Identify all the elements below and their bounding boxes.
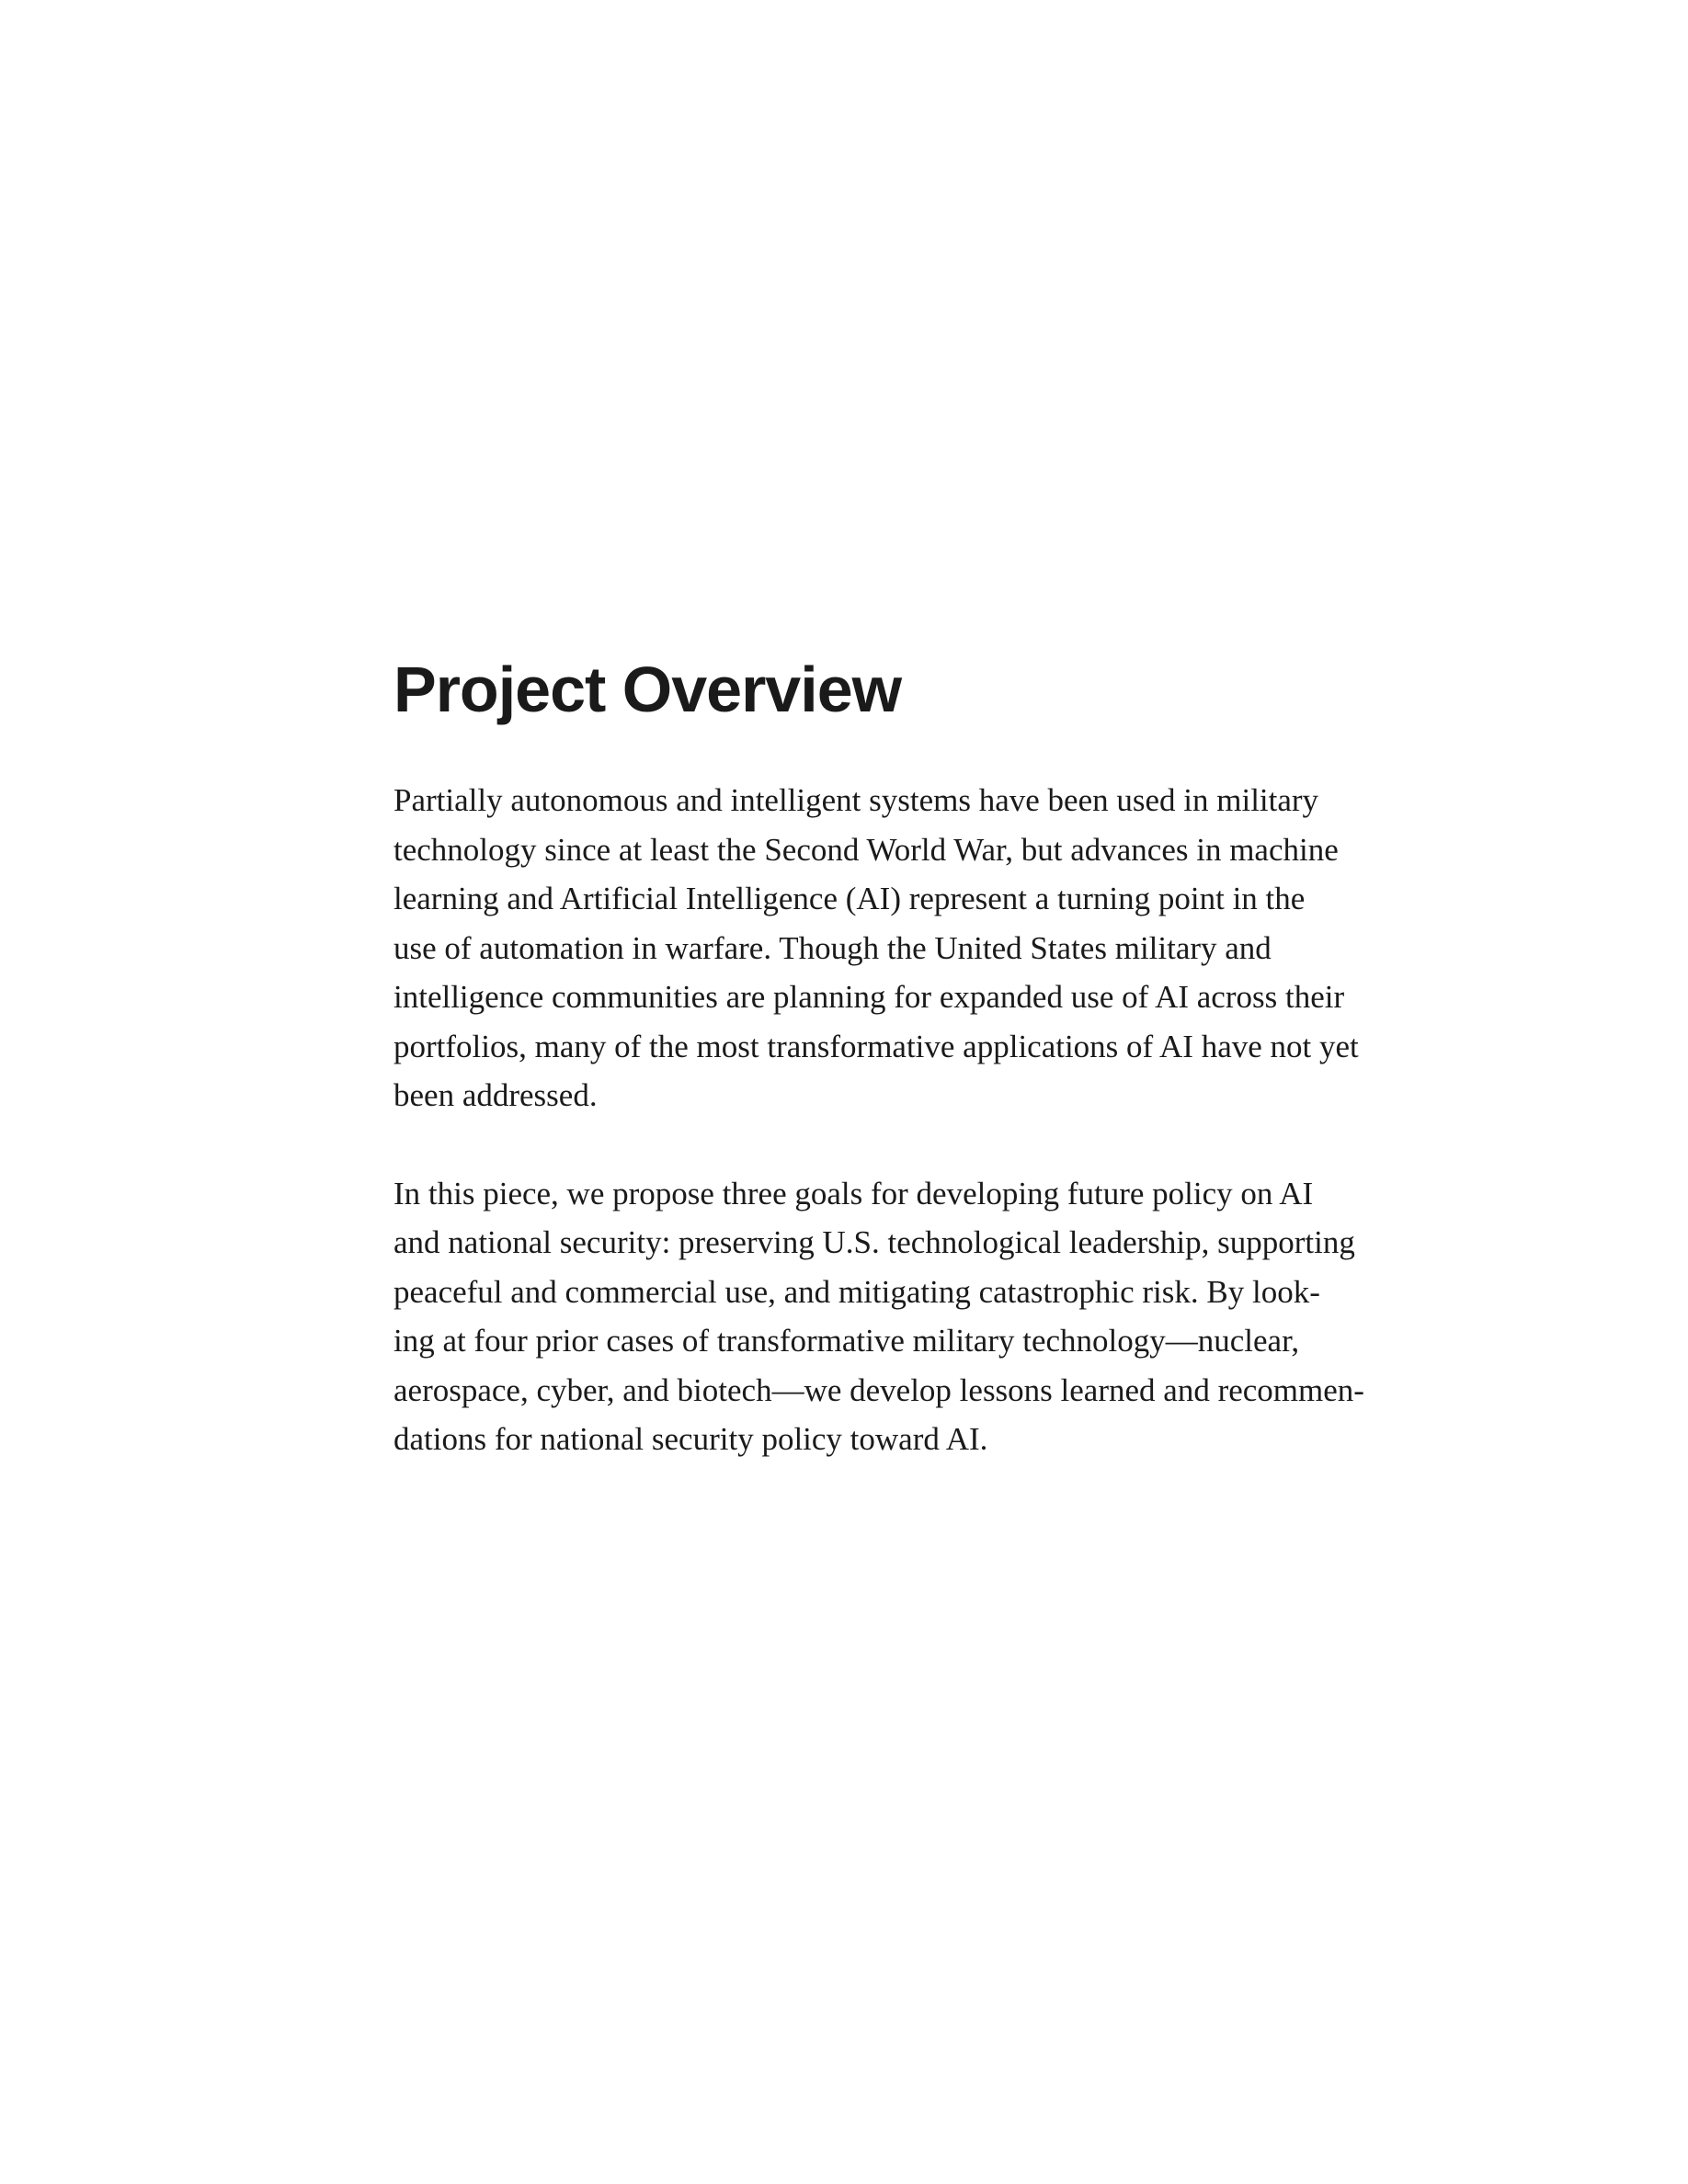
page-title: Project Overview bbox=[393, 654, 902, 725]
paragraph-line: been addressed. bbox=[393, 1077, 598, 1113]
paragraph-line: portfolios, many of the most transformative applications of AI have not yet bbox=[393, 1028, 1359, 1064]
paragraph-line: dations for national security policy toward AI. bbox=[393, 1421, 988, 1457]
paragraph-goals bbox=[393, 1169, 1386, 1464]
paragraph-line: and national security: preserving U.S. technological leadership, supporting bbox=[393, 1224, 1355, 1260]
page-content bbox=[393, 653, 1386, 1464]
paragraph-line: use of automation in warfare. Though the United States military and bbox=[393, 929, 1272, 966]
paragraph-line: technology since at least the Second World War, but advances in machine bbox=[393, 831, 1339, 868]
paragraph-line: ing at four prior cases of transformative military technology—nuclear, bbox=[393, 1323, 1300, 1359]
paragraph-line: Partially autonomous and intelligent systems have been used in military bbox=[393, 782, 1319, 818]
paragraph-line: In this piece, we propose three goals for developing future policy on AI bbox=[393, 1175, 1314, 1211]
paragraph-line: peaceful and commercial use, and mitigating catastrophic risk. By look- bbox=[393, 1273, 1320, 1310]
paragraph-line: learning and Artificial Intelligence (AI) represent a turning point in the bbox=[393, 881, 1306, 916]
paragraph-line: aerospace, cyber, and biotech—we develop lessons learned and recommen- bbox=[393, 1371, 1364, 1408]
paragraph-intro bbox=[393, 776, 1386, 1120]
paragraph-line: intelligence communities are planning for expanded use of AI across their bbox=[393, 979, 1345, 1015]
